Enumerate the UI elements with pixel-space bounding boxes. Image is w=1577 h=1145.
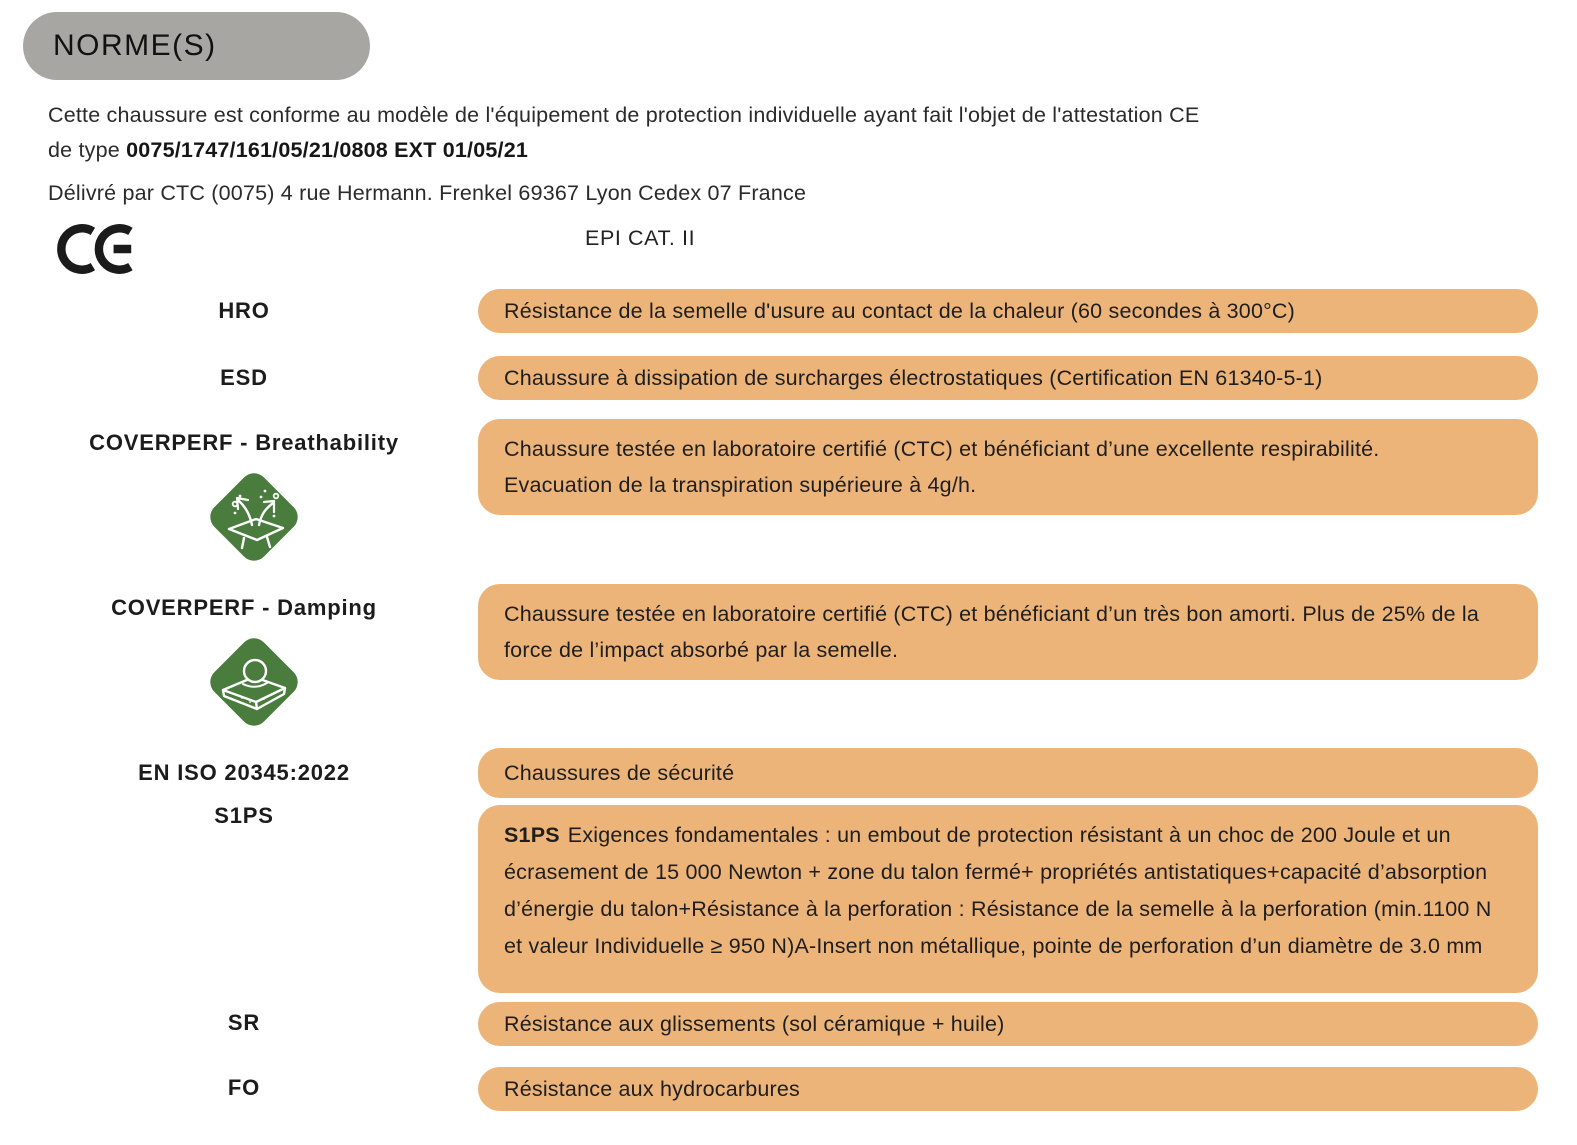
- spec-text-securite: Chaussures de sécurité: [504, 761, 735, 785]
- spec-label-hro: HRO: [218, 298, 270, 323]
- spec-text-s1ps: [504, 817, 1512, 965]
- spec-label-fo: FO: [227, 1075, 261, 1100]
- page-title: [23, 12, 370, 80]
- spec-label-sr: SR: [227, 1010, 261, 1035]
- s1ps-text-body: Exigences fondamentales : un embout de protection résistant à un choc de 200 Joule et un écrasement de 15 000 Newton + zone du talon fermé+ propriétés antistatiques+capacité d’absorption d’énergie du talon+Résistance à la perforation : Résistance de la semelle à la perforation (min.1100 N et valeur Individuelle ≥ 950 N)A-Insert non métallique, pointe de perforation d’un diamètre de 3.0 mm: [504, 823, 1492, 958]
- spec-label-en-iso: EN ISO 20345:2022: [138, 760, 350, 785]
- spec-box-damping: [478, 584, 1538, 680]
- spec-label-breathability: COVERPERF - Breathability: [89, 430, 399, 455]
- type-prefix: de type: [48, 138, 127, 162]
- spec-label-damping: COVERPERF - Damping: [111, 595, 377, 620]
- conformity-text: Cette chaussure est conforme au modèle de l'équipement de protection individuelle ayant fait l'objet de l'attestation CE: [48, 103, 1200, 127]
- s1ps-bold-prefix: S1PS: [504, 823, 560, 847]
- breathability-icon: [204, 467, 304, 567]
- spec-text-damping: Chaussure testée en laboratoire certifié (CTC) et bénéficiant d’un très bon amorti. Plus de 25% de la force de l’impact absorbé par la semelle.: [504, 602, 1480, 662]
- spec-label-esd: ESD: [220, 365, 268, 390]
- spec-text-sr: Résistance aux glissements (sol céramique + huile): [504, 1012, 1005, 1036]
- spec-box-sr: [478, 1002, 1538, 1046]
- attestation-code: 0075/1747/161/05/21/0808 EXT 01/05/21: [126, 138, 529, 162]
- spec-box-fo: [478, 1067, 1538, 1111]
- spec-text-hro: Résistance de la semelle d'usure au contact de la chaleur (60 secondes à 300°C): [504, 299, 1296, 323]
- spec-box-hro: [478, 289, 1538, 333]
- spec-text-esd: Chaussure à dissipation de surcharges électrostatiques (Certification EN 61340-5-1): [504, 366, 1323, 390]
- spec-label-s1ps: S1PS: [214, 803, 274, 828]
- spec-box-securite: [478, 748, 1538, 798]
- epi-category-label: EPI CAT. II: [585, 226, 696, 250]
- page-title-label: NORME(S): [53, 29, 217, 62]
- spec-box-breathability: [478, 419, 1538, 515]
- spec-box-s1ps: [478, 805, 1538, 993]
- spec-text-breathability: Chaussure testée en laboratoire certifié (CTC) et bénéficiant d’une excellente respirabilité. Evacuation de la transpiration supérieure à 4g/h.: [504, 437, 1380, 497]
- delivered-by-line: Délivré par CTC (0075) 4 rue Hermann. Frenkel 69367 Lyon Cedex 07 France: [48, 181, 807, 205]
- conformity-paragraph: [48, 98, 1508, 168]
- damping-icon: [204, 632, 304, 732]
- spec-box-esd: [478, 356, 1538, 400]
- spec-text-fo: Résistance aux hydrocarbures: [504, 1077, 800, 1101]
- ce-mark-icon: [53, 218, 145, 285]
